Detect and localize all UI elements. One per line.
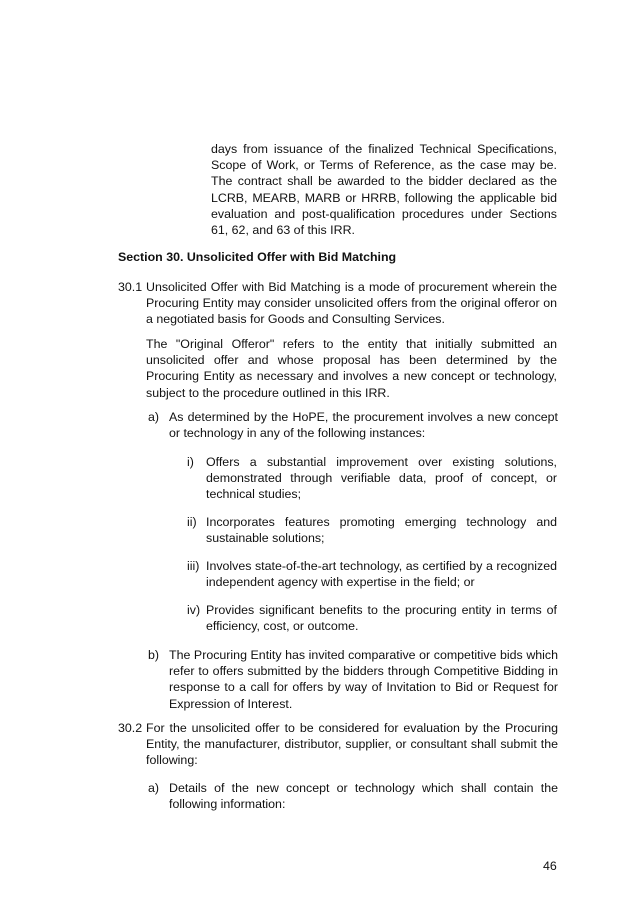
clause-number-30-2: 30.2 (118, 721, 143, 735)
section-heading: Section 30. Unsolicited Offer with Bid Matching (118, 250, 397, 264)
item-a-text: As determined by the HoPE, the procurement involves a new concept or technology in any of the following instances: (169, 410, 558, 441)
subitem-iv-text: Provides significant benefits to the procuring entity in terms of efficiency, cost, or outcome. (206, 603, 557, 634)
item-30-2-a-label: a) (148, 781, 160, 795)
subitem-i-label: i) (187, 455, 194, 469)
page-number: 46 (543, 859, 557, 873)
clause-30-1-text: Unsolicited Offer with Bid Matching is a mode of procurement wherein the Procuring Entity may consider unsolicited offers from the original offeror on a negotiated basis for Goods and Consulting Services. (146, 280, 557, 327)
subitem-i-text: Offers a substantial improvement over existing solutions, demonstrated through verifiable data, proof of concept, or technical studies; (206, 455, 557, 502)
subitem-ii-label: ii) (187, 515, 197, 529)
item-a-label: a) (148, 410, 160, 424)
clause-number-30-1: 30.1 (118, 280, 143, 294)
subitem-iv-label: iv) (187, 603, 201, 617)
subitem-iii-text: Involves state-of-the-art technology, as certified by a recognized independent agency with expertise in the field; or (206, 559, 557, 590)
subitem-iii-label: iii) (187, 559, 200, 573)
item-b-text: The Procuring Entity has invited comparative or competitive bids which refer to offers submitted by the bidders through Competitive Bidding in response to a call for offers by way of Invitation to Bid or Request for Expression of Interest. (169, 648, 558, 711)
clause-30-2-text: For the unsolicited offer to be considered for evaluation by the Procuring Entity, the manufacturer, distributor, supplier, or consultant shall submit the following: (146, 721, 558, 768)
subitem-ii-text: Incorporates features promoting emerging technology and sustainable solutions; (206, 515, 557, 546)
continued-paragraph: days from issuance of the finalized Technical Specifications, Scope of Work, or Terms of Reference, as the case may be. The contract shall be awarded to the bidder declared as the LCRB, MEARB, MARB or HRRB, following the applicable bid evaluation and post-qualification procedures under Sections 61, 62, and 63 of this IRR. (211, 142, 557, 238)
item-b-label: b) (148, 648, 160, 662)
original-offeror-definition: The "Original Offeror" refers to the entity that initially submitted an unsolicited offer and whose proposal has been determined by the Procuring Entity as necessary and involves a new concept or technology, subject to the procedure outlined in this IRR. (146, 337, 557, 400)
item-30-2-a-text: Details of the new concept or technology which shall contain the following information: (169, 781, 558, 812)
